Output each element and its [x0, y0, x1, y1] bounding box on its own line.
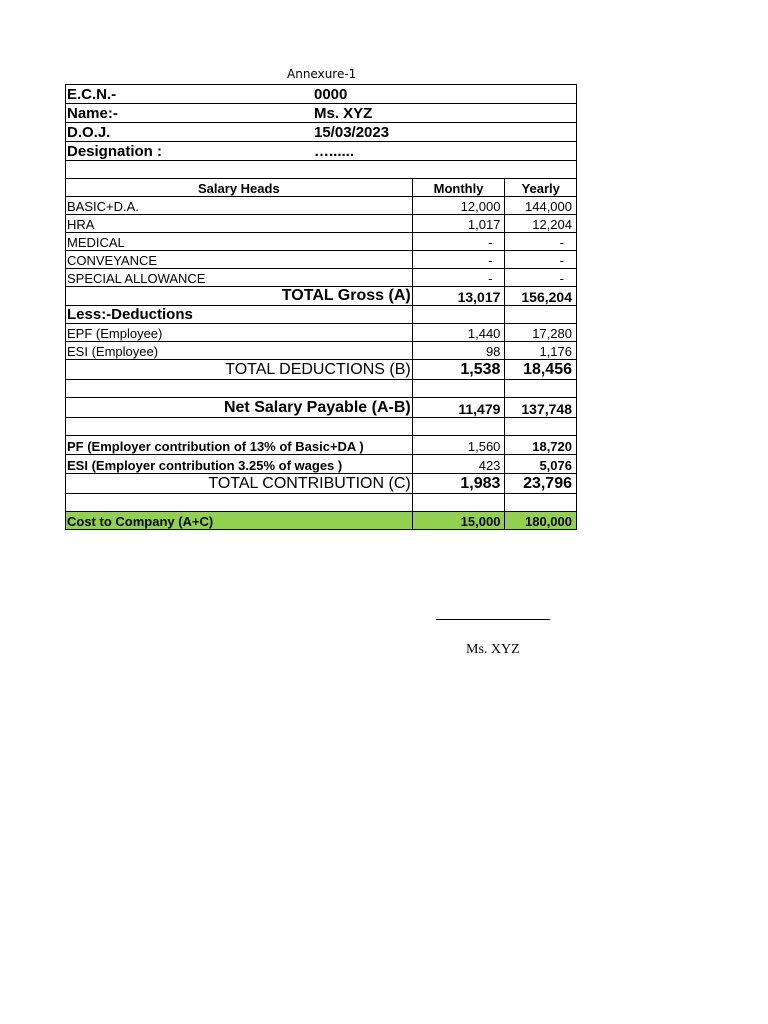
total-gross-monthly: 13,017 — [412, 287, 505, 306]
name-row — [66, 104, 577, 123]
contribution-row — [66, 436, 577, 455]
contribution-label: PF (Employer contribution of 13% of Basic+DA ) — [66, 436, 413, 455]
name-value: Ms. XYZ — [314, 105, 373, 122]
ecn-label: E.C.N.- — [67, 86, 117, 103]
ctc-row — [66, 512, 577, 530]
ctc-yearly: 180,000 — [505, 512, 577, 530]
earning-row — [66, 251, 577, 269]
designation-value: …...... — [314, 143, 355, 160]
net-salary-row — [66, 398, 577, 418]
deductions-heading-row — [66, 306, 577, 324]
deduction-row — [66, 342, 577, 360]
total-gross-label: TOTAL Gross (A) — [66, 287, 413, 306]
blank-row — [66, 494, 577, 512]
earning-yearly: 144,000 — [505, 197, 577, 215]
ecn-row — [66, 85, 577, 104]
doj-cell — [66, 123, 577, 142]
salary-table — [65, 84, 577, 530]
earning-yearly: 12,204 — [505, 215, 577, 233]
earning-monthly: - — [412, 233, 505, 251]
column-header-row — [66, 179, 577, 197]
total-contribution-label: TOTAL CONTRIBUTION (C) — [66, 474, 413, 494]
blank-row — [66, 380, 577, 398]
signature-line — [436, 619, 550, 620]
designation-cell — [66, 142, 577, 161]
earning-monthly: 1,017 — [412, 215, 505, 233]
designation-row — [66, 142, 577, 161]
total-gross-row — [66, 287, 577, 306]
deduction-yearly: 1,176 — [505, 342, 577, 360]
earning-yearly: - — [505, 233, 577, 251]
deduction-label: EPF (Employee) — [66, 324, 413, 342]
earning-label: CONVEYANCE — [66, 251, 413, 269]
total-deductions-monthly: 1,538 — [412, 360, 505, 380]
earning-label: HRA — [66, 215, 413, 233]
earning-row — [66, 233, 577, 251]
deduction-monthly: 98 — [412, 342, 505, 360]
net-salary-yearly: 137,748 — [505, 398, 577, 418]
earning-row — [66, 269, 577, 287]
designation-label: Designation : — [67, 143, 163, 160]
blank-row — [66, 418, 577, 436]
total-contribution-row — [66, 474, 577, 494]
total-deductions-yearly: 18,456 — [505, 360, 577, 380]
monthly-header: Monthly — [412, 179, 505, 197]
earning-yearly: - — [505, 269, 577, 287]
total-contribution-monthly: 1,983 — [412, 474, 505, 494]
earning-monthly: 12,000 — [412, 197, 505, 215]
deduction-yearly: 17,280 — [505, 324, 577, 342]
salary-heads-header: Salary Heads — [66, 179, 413, 197]
blank-row — [66, 161, 577, 179]
ecn-cell — [66, 85, 577, 104]
yearly-header: Yearly — [505, 179, 577, 197]
earning-label: MEDICAL — [66, 233, 413, 251]
name-label: Name:- — [67, 105, 118, 122]
earning-monthly: - — [412, 269, 505, 287]
net-salary-monthly: 11,479 — [412, 398, 505, 418]
earning-row — [66, 215, 577, 233]
contribution-yearly: 5,076 — [505, 455, 577, 474]
contribution-label: ESI (Employer contribution 3.25% of wages ) — [66, 455, 413, 474]
ecn-value: 0000 — [314, 86, 348, 103]
doj-row — [66, 123, 577, 142]
earning-label: SPECIAL ALLOWANCE — [66, 269, 413, 287]
deductions-heading: Less:-Deductions — [66, 306, 413, 324]
net-salary-label: Net Salary Payable (A-B) — [66, 398, 413, 418]
ctc-monthly: 15,000 — [412, 512, 505, 530]
deduction-label: ESI (Employee) — [66, 342, 413, 360]
earning-yearly: - — [505, 251, 577, 269]
total-deductions-row — [66, 360, 577, 380]
annexure-title: Annexure-1 — [287, 67, 357, 81]
ctc-label: Cost to Company (A+C) — [66, 512, 413, 530]
earning-label: BASIC+D.A. — [66, 197, 413, 215]
signatory-name: Ms. XYZ — [466, 642, 520, 657]
earning-monthly: - — [412, 251, 505, 269]
total-deductions-label: TOTAL DEDUCTIONS (B) — [66, 360, 413, 380]
contribution-monthly: 423 — [412, 455, 505, 474]
doj-value: 15/03/2023 — [314, 124, 390, 141]
total-contribution-yearly: 23,796 — [505, 474, 577, 494]
earning-row — [66, 197, 577, 215]
contribution-yearly: 18,720 — [505, 436, 577, 455]
contribution-monthly: 1,560 — [412, 436, 505, 455]
name-cell — [66, 104, 577, 123]
deduction-row — [66, 324, 577, 342]
doj-label: D.O.J. — [67, 124, 111, 141]
contribution-row — [66, 455, 577, 474]
deduction-monthly: 1,440 — [412, 324, 505, 342]
total-gross-yearly: 156,204 — [505, 287, 577, 306]
